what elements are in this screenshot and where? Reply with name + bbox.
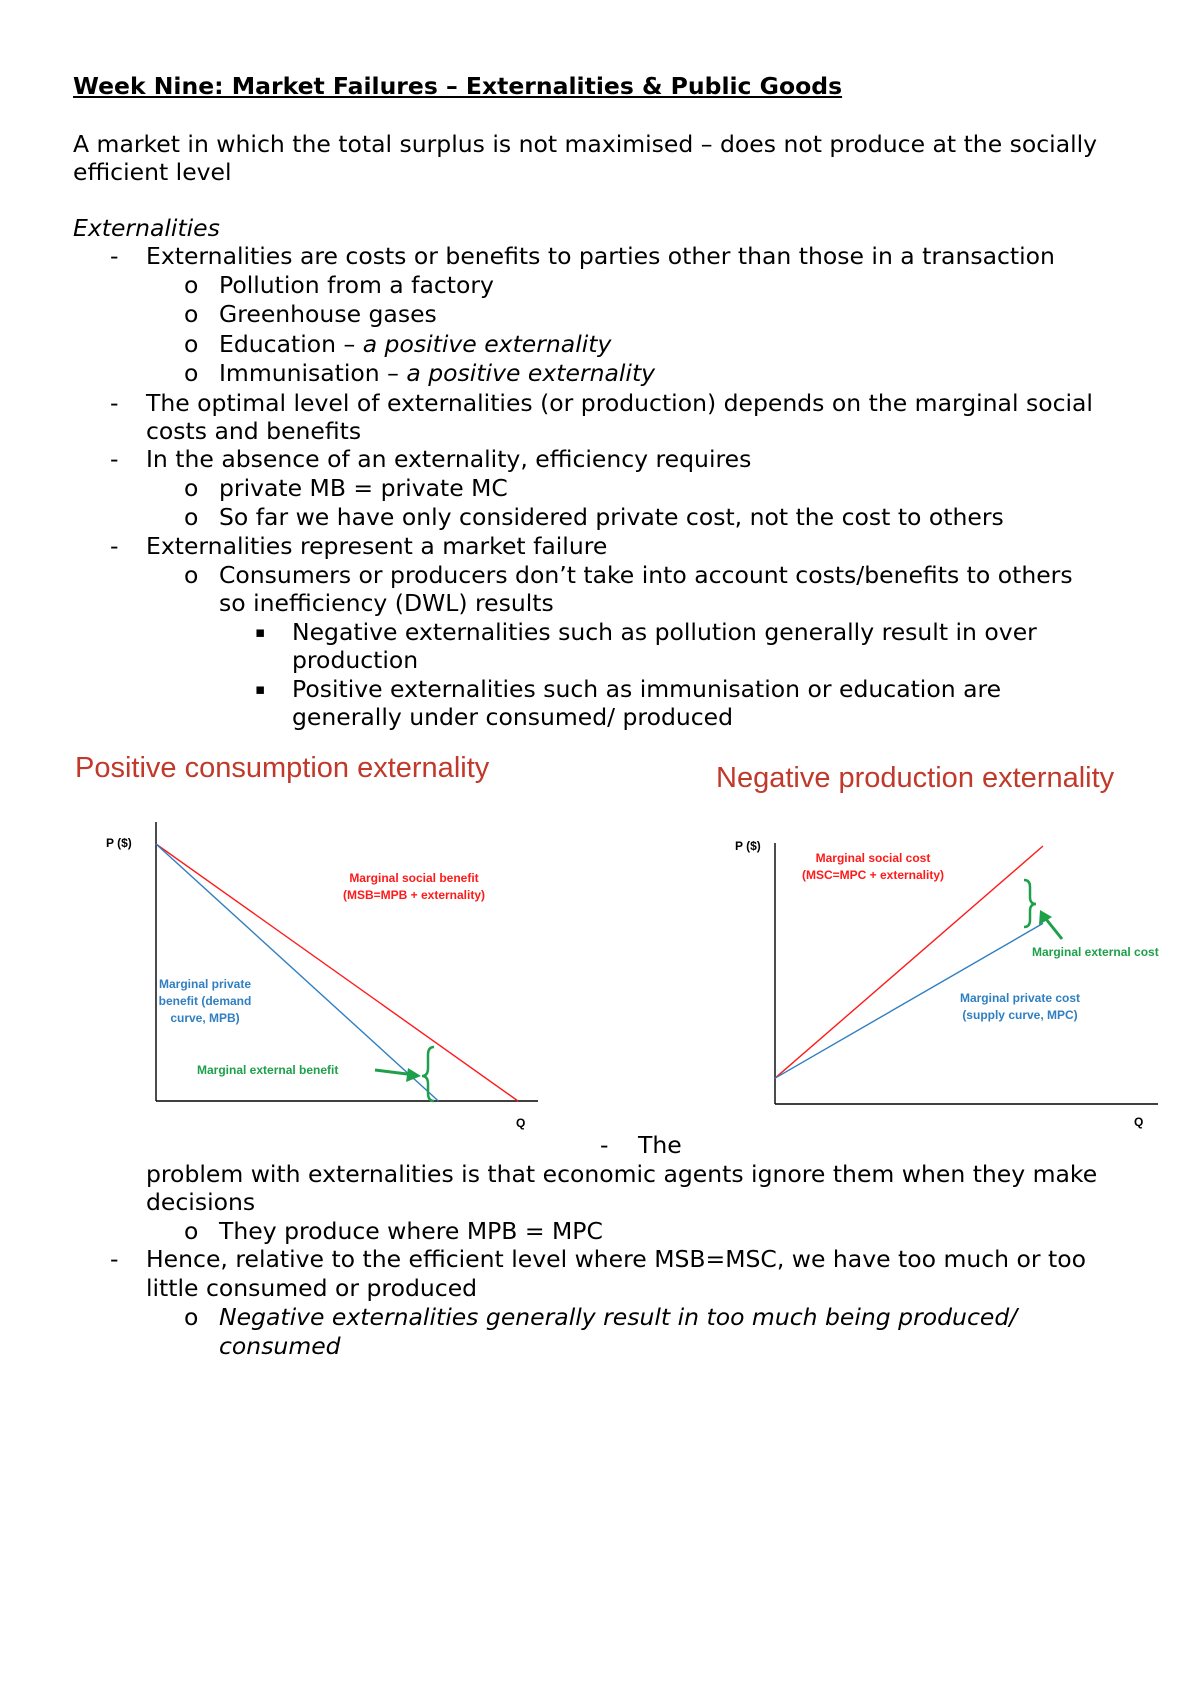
- negative-externality-line-2: production: [292, 646, 419, 674]
- after-chart-line-2: decisions: [146, 1188, 256, 1216]
- positive-externality-line-1: Positive externalities such as immunisation or education are: [292, 675, 1002, 703]
- page-title: Week Nine: Market Failures – Externalities & Public Goods: [73, 72, 843, 100]
- chart-2-mpc-label-line-2: (supply curve, MPC): [962, 1008, 1078, 1022]
- circle-marker: o: [184, 1303, 199, 1331]
- dash-marker: -: [110, 532, 119, 560]
- chart-2-x-label: Q: [1134, 1115, 1144, 1129]
- square-marker: ▪: [255, 680, 266, 698]
- intro-line-2: efficient level: [73, 158, 232, 186]
- dash-marker: -: [110, 242, 119, 270]
- bullet-5-sub-line-2: consumed: [219, 1332, 341, 1360]
- after-chart-word: The: [638, 1131, 682, 1159]
- chart-2-brace: [1024, 880, 1036, 927]
- chart-1-x-label: Q: [516, 1116, 526, 1130]
- example-education-emphasis: a positive externality: [362, 330, 612, 358]
- chart-1-msb-label-line-1: Marginal social benefit: [349, 871, 479, 885]
- chart-1-external-benefit-label: Marginal external benefit: [197, 1063, 339, 1077]
- bullet-1: Externalities are costs or benefits to parties other than those in a transaction: [146, 242, 1055, 270]
- chart-1-mpb-label-line-1: Marginal private: [158, 977, 252, 991]
- chart-2-y-label: P ($): [735, 839, 761, 853]
- dash-marker: -: [110, 389, 119, 417]
- positive-externality-line-2: generally under consumed/ produced: [292, 703, 734, 731]
- after-chart-sub: They produce where MPB = MPC: [219, 1217, 603, 1245]
- chart-2-msc-label-line-1: Marginal social cost: [815, 851, 931, 865]
- circle-marker: o: [184, 271, 199, 299]
- bullet-3-sub-2: So far we have only considered private cost, not the cost to others: [219, 503, 1004, 531]
- example-greenhouse: Greenhouse gases: [219, 300, 437, 328]
- chart-1-brace: [422, 1047, 434, 1101]
- bullet-5-line-2: little consumed or produced: [146, 1274, 478, 1302]
- circle-marker: o: [184, 330, 199, 358]
- circle-marker: o: [184, 300, 199, 328]
- bullet-2-line-2: costs and benefits: [146, 417, 362, 445]
- bullet-4-sub-line-1: Consumers or producers don’t take into account costs/benefits to others: [219, 561, 1073, 589]
- dash-marker: -: [110, 1245, 119, 1273]
- circle-marker: o: [184, 503, 199, 531]
- section-heading: Externalities: [73, 214, 220, 242]
- chart-2-title: Negative production externality: [716, 762, 1115, 794]
- example-immunisation-emphasis: a positive externality: [406, 359, 656, 387]
- example-immunisation-text: Immunisation –: [219, 359, 407, 387]
- example-pollution: Pollution from a factory: [219, 271, 494, 299]
- circle-marker: o: [184, 561, 199, 589]
- circle-marker: o: [184, 474, 199, 502]
- circle-marker: o: [184, 359, 199, 387]
- bullet-5-sub-line-1: Negative externalities generally result in too much being produced/: [219, 1303, 1018, 1331]
- chart-1-y-label: P ($): [106, 836, 132, 850]
- chart-2-mpc-label-line-1: Marginal private cost: [959, 991, 1081, 1005]
- bullet-3-sub-1: private MB = private MC: [219, 474, 508, 502]
- chart-1-arrowhead: [406, 1068, 421, 1082]
- dash-marker: -: [600, 1131, 609, 1159]
- chart-1-msb-label-line-2: (MSB=MPB + externality): [342, 888, 486, 902]
- after-chart-line-1: problem with externalities is that economic agents ignore them when they make: [146, 1160, 1098, 1188]
- bullet-4: Externalities represent a market failure: [146, 532, 608, 560]
- circle-marker: o: [184, 1217, 199, 1245]
- bullet-3: In the absence of an externality, efficiency requires: [146, 445, 752, 473]
- intro-line-1: A market in which the total surplus is not maximised – does not produce at the socially: [73, 130, 1098, 158]
- dash-marker: -: [110, 445, 119, 473]
- bullet-4-sub-line-2: so inefficiency (DWL) results: [219, 589, 554, 617]
- chart-2-msc-label-line-2: (MSC=MPC + externality): [801, 868, 945, 882]
- chart-1-title: Positive consumption externality: [75, 752, 490, 784]
- example-education-text: Education –: [219, 330, 363, 358]
- chart-1-mpb-label-line-3: curve, MPB): [170, 1011, 240, 1025]
- chart-2-annotation-arrow: [1046, 919, 1062, 939]
- chart-1-mpb-label-line-2: benefit (demand: [158, 994, 252, 1008]
- chart-2-external-cost-label: Marginal external cost: [1032, 945, 1159, 959]
- bullet-5-line-1: Hence, relative to the efficient level where MSB=MSC, we have too much or too: [146, 1245, 1087, 1273]
- bullet-2-line-1: The optimal level of externalities (or production) depends on the marginal social: [146, 389, 1093, 417]
- square-marker: ▪: [255, 623, 266, 641]
- negative-externality-line-1: Negative externalities such as pollution generally result in over: [292, 618, 1037, 646]
